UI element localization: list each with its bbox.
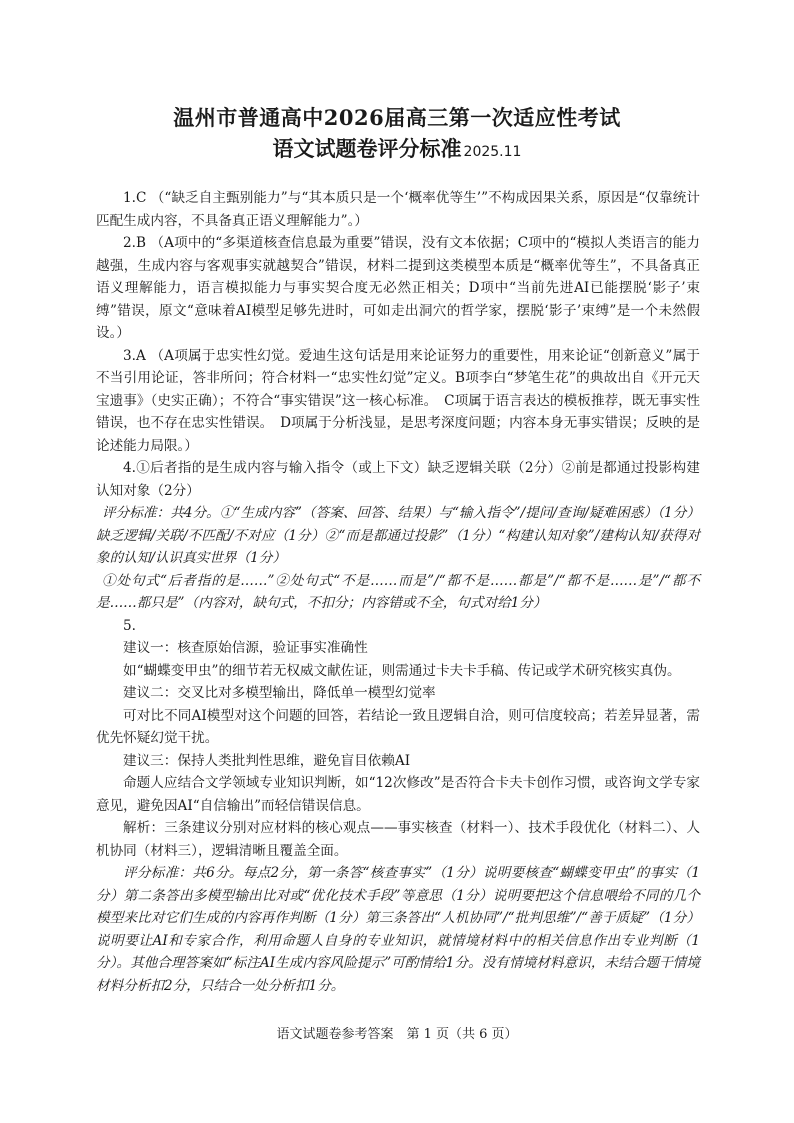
suggestion-3-body: 命题人应结合文学领域专业知识判断，如“12次修改”是否符合卡夫卡创作习惯，或咨询文学专家意见，避免因AI“自信输出”而轻信错误信息。 bbox=[96, 775, 700, 814]
document-subtitle bbox=[0, 133, 794, 163]
q5-analysis: 解析：三条建议分别对应材料的核心观点——事实核查（材料一）、技术手段优化（材料二）、人机协同（材料三），逻辑清晰且覆盖全面。 bbox=[96, 820, 700, 859]
suggestion-3-title: 建议三：保持人类批判性思维，避免盲目依赖AI bbox=[123, 752, 411, 769]
answer-q3: 3.A （A项属于忠实性幻觉。爱迪生这句话是用来论证努力的重要性，用来论证“创新意义”属于不当引用论证，答非所问；符合材料一“忠实性幻觉”定义。B项李白“梦笔生花”的典故出自《开元天宝遗事》（史实正确）；不符合“事实错误”这一核心标准。 C项属于语言表达的模板推荐，既无事实性错误，也不存在忠实性错误。 D项属于分析浅显，是思考深度问题；内容本身无事实错误；反映的是论述能力局限。） bbox=[96, 347, 700, 454]
suggestion-2-title: 建议二：交叉比对多模型输出，降低单一模型幻觉率 bbox=[123, 685, 436, 701]
q5-scoring-criteria: 评分标准：共6分。每点2分，第一条答“核查事实”（1分）说明要核查“蝴蝶变甲虫”的事实（1分）第二条答出多模型输出比对或“优化技术手段”等意思（1分）说明要把这个信息喂给不同的几个模型来比对它们生成的内容再作判断（1分）第三条答出“人机协同”/“批判思维”/“善于质疑”（1分）说明要让AI和专家合作，利用命题人自身的专业知识，就情境材料中的相关信息作出专业判断（1分）。其他合理答案如“标注AI生成内容风险提示”可酌情给1分。没有情境材料意识，未结合题干情境材料分析扣2分，只结合一处分析扣1分。 bbox=[96, 865, 700, 994]
q4-sentence-pattern-note: ①处句式“后者指的是……”②处句式“不是……而是”/“都不是……都是”/“都不是……是”/“都不是……都只是”（内容对，缺句式，不扣分；内容错或不全，句式对给1分） bbox=[96, 572, 700, 611]
subtitle-text: 语文试题卷评分标准 bbox=[272, 136, 462, 161]
document-title: 温州市普通高中2026届高三第一次适应性考试 bbox=[173, 105, 621, 130]
q4-scoring-criteria: 评分标准：共4分。①“生成内容”（答案、回答、结果）与“输入指令”/提问/查询/疑难困惑）（1分）缺乏逻辑/关联/不匹配/不对应（1分）②“而是都通过投影”（1分）“构建认知对象”/建构认知/获得对象的认知/认识真实世界（1分） bbox=[96, 505, 700, 566]
answer-q4: 4.①后者指的是生成内容与输入指令（或上下文）缺乏逻辑关联（2分）②前是都通过投影构建认知对象（2分） bbox=[96, 460, 700, 499]
answer-q1: 1.C （“缺乏自主甄别能力”与“其本质只是一个‘概率优等生’”不构成因果关系，原因是“仅靠统计匹配生成内容，不具备真正语义理解能力”。） bbox=[96, 190, 700, 229]
suggestion-1-body: 如“蝴蝶变甲虫”的细节若无权威文献佐证，则需通过卡夫卡手稿、传记或学术研究核实真伪。 bbox=[123, 662, 681, 679]
answer-q5-number: 5. bbox=[123, 617, 136, 634]
suggestion-2-body: 可对比不同AI模型对这个问题的回答，若结论一致且逻辑自洽，则可信度较高；若差异显著，需优先怀疑幻觉干扰。 bbox=[96, 707, 700, 746]
answer-content bbox=[96, 187, 700, 997]
answer-q2: 2.B （A项中的“多渠道核查信息最为重要”错误，没有文本依据；C项中的“模拟人类语言的能力越强，生成内容与客观事实就越契合”错误，材料二提到这类模型本质是“概率优等生”，不具备真正语义理解能力，语言模拟能力与事实契合度无必然正相关；D项中“当前先进AI已能摆脱‘影子’束缚”错误，原文“意味着AI模型足够先进时，可如走出洞穴的哲学家，摆脱‘影子’束缚”是一个未然假设。） bbox=[96, 235, 700, 341]
page-footer: 语文试题卷参考答案 第 1 页（共 6 页） bbox=[276, 1027, 518, 1042]
suggestion-1-title: 建议一：核查原始信源，验证事实准确性 bbox=[123, 640, 368, 656]
document-date: 2025.11 bbox=[463, 144, 522, 160]
